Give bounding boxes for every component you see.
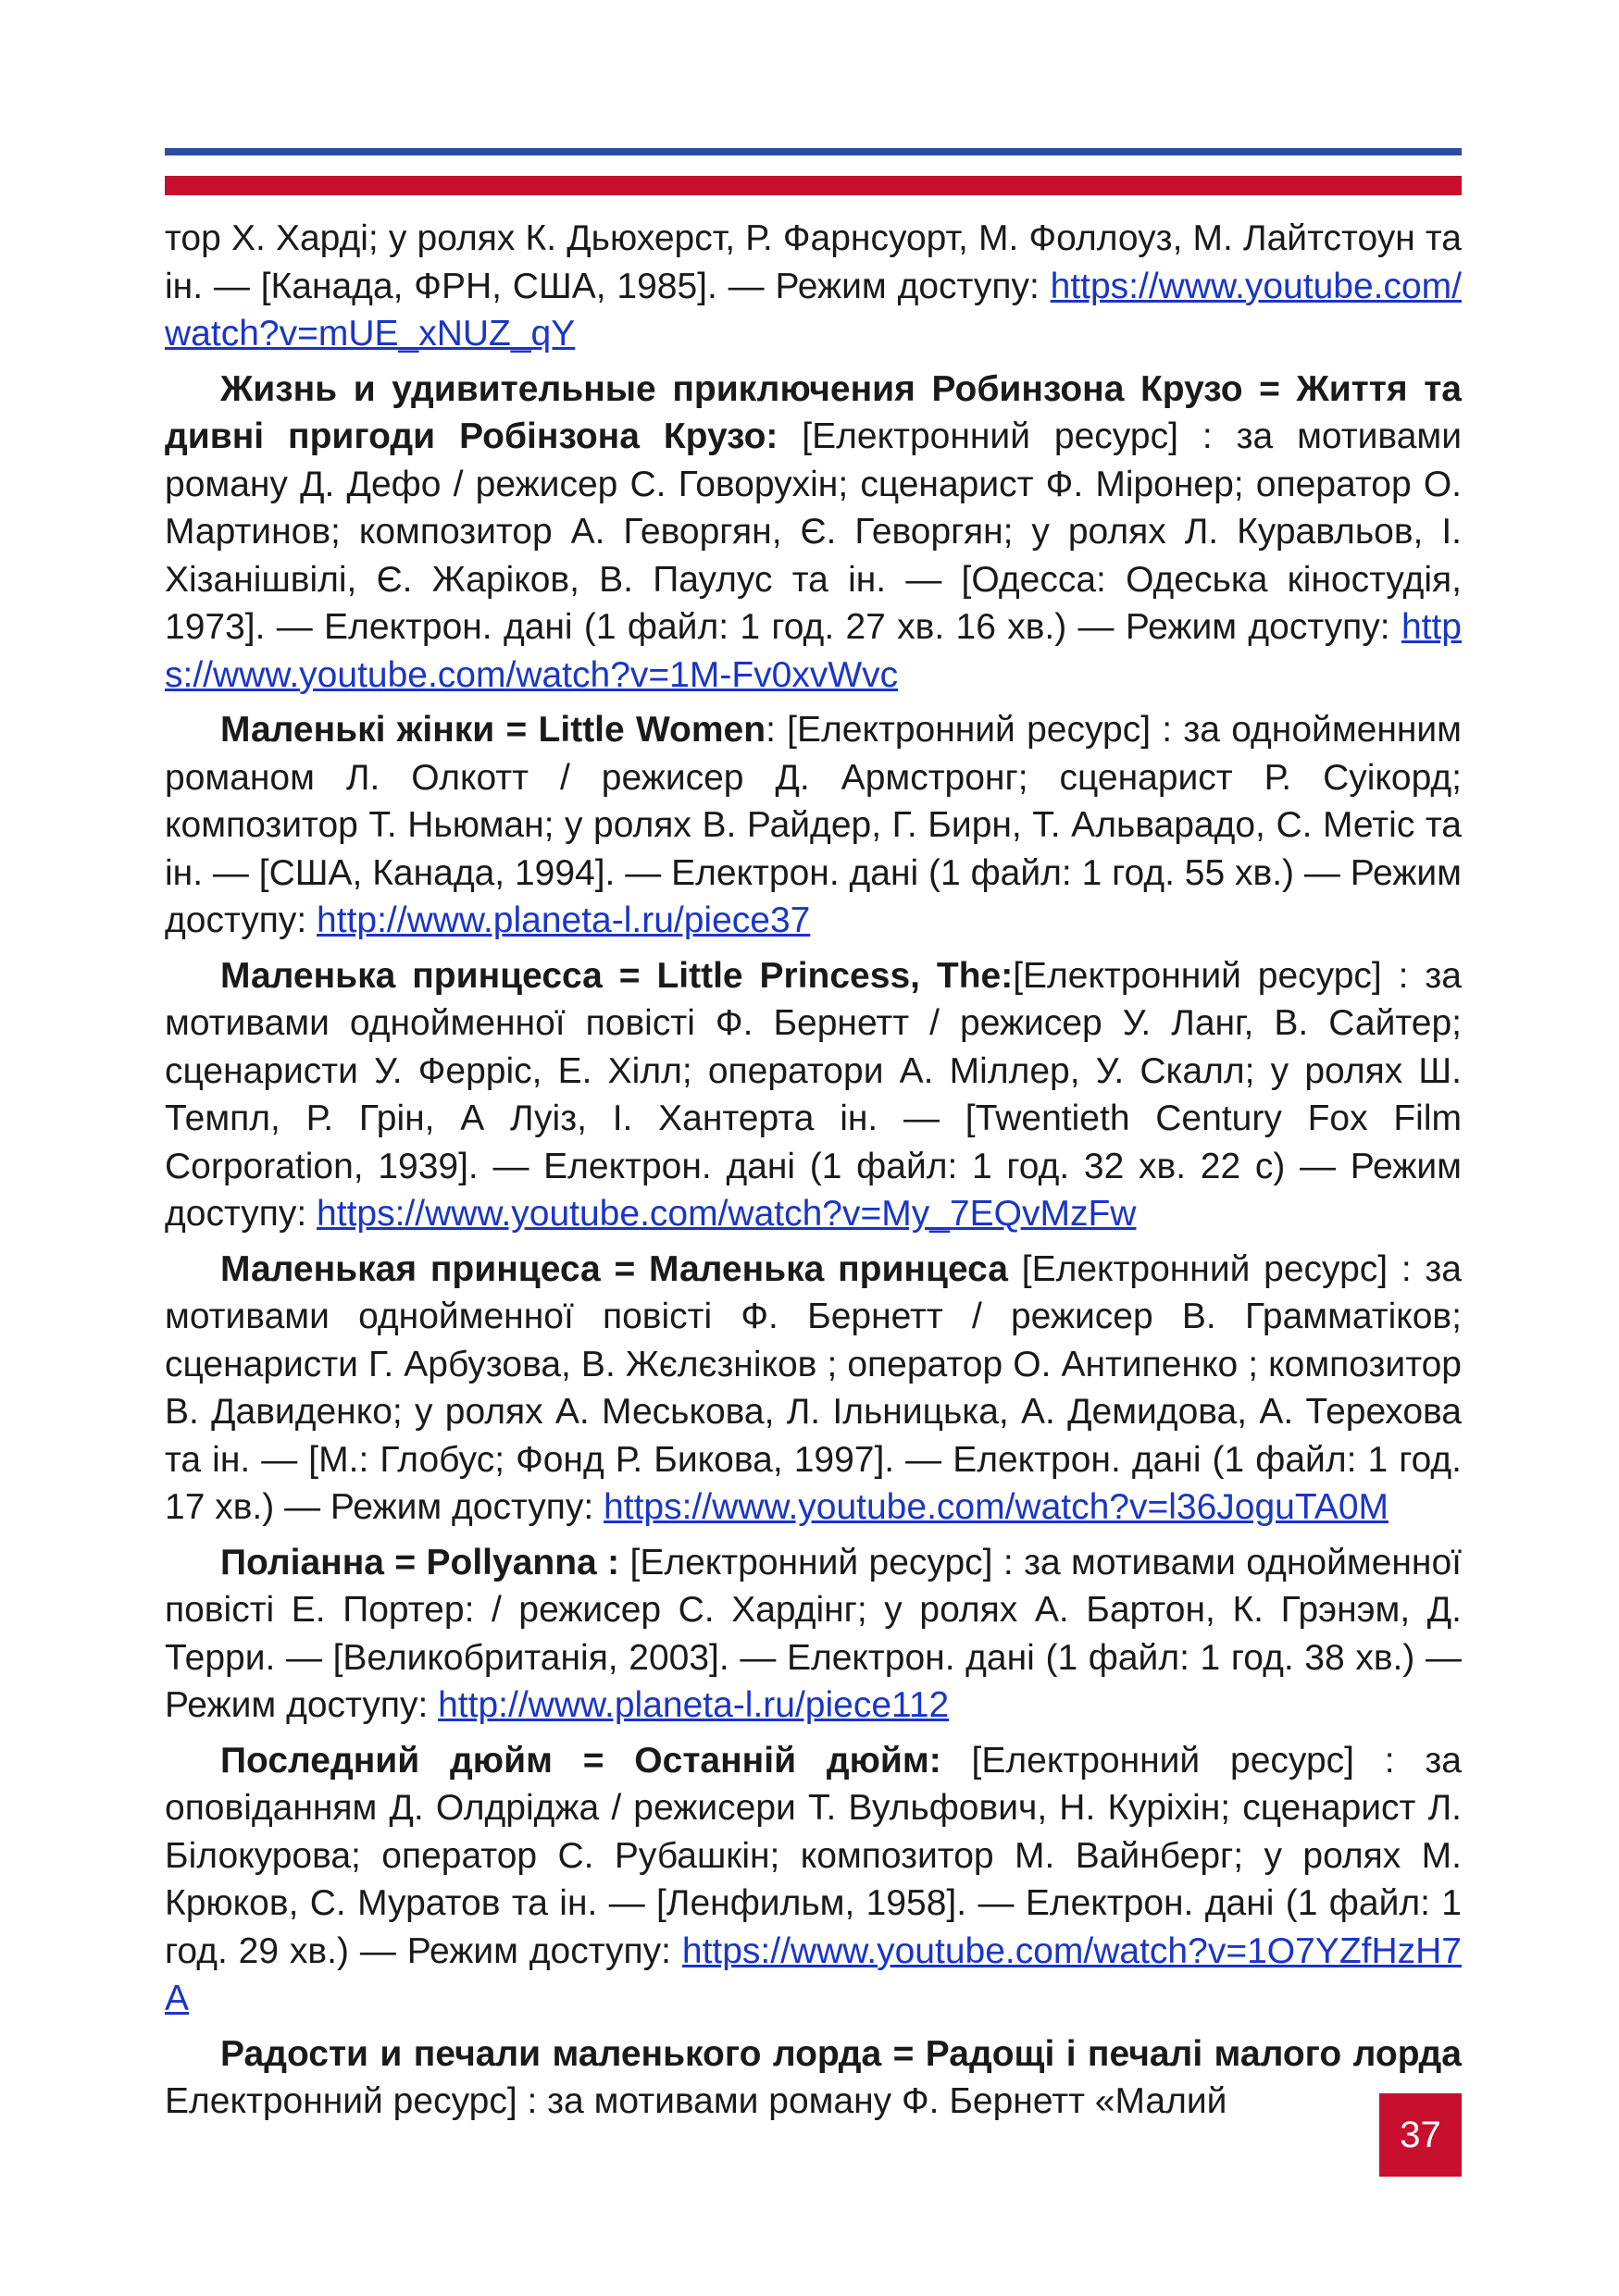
entry-link[interactable]: https://www.youtube.com/watch?v=1M-Fv0xvWvc	[165, 607, 1462, 695]
entry-text: тор Х. Харді; у ролях К. Дьюхерст, Р. Фарнсуорт, М. Фоллоуз, М. Лайтстоун та ін. — [Канада, ФРН, США, 1985]. — Режим доступу:	[165, 218, 1462, 306]
header-red-stripe	[165, 176, 1462, 195]
bibliography-entry	[165, 1737, 1462, 2023]
header-blue-stripe	[165, 148, 1462, 155]
entry-text: [Електронний ресурс] : за мотивами однойменної повісті Е. Портер: / режисер С. Хардінг; у ролях А. Бартон, К. Грэнэм, Д. Терри. — [Великобританія, 2003]. — Електрон. дані (1 файл: 1 год. 38 хв.) — Режим доступу:	[165, 1542, 1462, 1725]
entry-title: Жизнь и удивительные приключения Робинзона Крузо = Життя та дивні пригоди Робінзона Крузо:	[165, 368, 1462, 456]
bibliography-entry	[165, 706, 1462, 945]
page-number-badge: 37	[1379, 2093, 1462, 2177]
bibliography-entry	[165, 366, 1462, 700]
entry-link[interactable]: http://www.planeta-l.ru/piece112	[438, 1685, 950, 1725]
entry-text: : [Електронний ресурс] : за однойменним романом Л. Олкотт / режисер Д. Армстронг; сценарист Р. Суікорд; композитор Т. Ньюман; у ролях В. Райдер, Г. Бирн, Т. Альварадо, С. Метіс та ін. — [США, Канада, 1994]. — Електрон. дані (1 файл: 1 год. 55 хв.) — Режим доступу:	[165, 710, 1462, 940]
entry-title: Маленькая принцеса = Маленька принцеса	[220, 1248, 1008, 1289]
entry-text: [Електронний ресурс] : за мотивами однойменної повісті Ф. Бернетт / режисер У. Ланг, В. Сайтер; сценаристи У. Ферріс, Е. Хілл; оператори А. Міллер, У. Скалл; у ролях Ш. Темпл, Р. Грін, А Луіз, І. Хантерта ін. — [Twentieth Century Fox Film Corporation, 1939]. — Електрон. дані (1 файл: 1 год. 32 хв. 22 с) — Режим доступу:	[165, 955, 1462, 1234]
entry-title: Поліанна = Pollyanna :	[220, 1542, 620, 1582]
entry-title: Радости и печали маленького лорда = Радощі і печалі малого лорда	[220, 2033, 1462, 2074]
entry-title: Последний дюйм = Останній дюйм:	[220, 1740, 941, 1781]
entry-text: Електронний ресурс] : за мотивами роману Ф. Бернетт «Малий	[165, 2081, 1227, 2121]
entry-text: [Електронний ресурс] : за мотивами роману Д. Дефо / режисер С. Говорухін; сценарист Ф. Міронер; оператор О. Мартинов; композитор А. Геворгян, Є. Геворгян; у ролях Л. Куравльов, І. Хізанішвілі, Є. Жаріков, В. Паулус та ін. — [Одесса: Одеська кіностудія, 1973]. — Електрон. дані (1 файл: 1 год. 27 хв. 16 хв.) — Режим доступу:	[165, 416, 1462, 647]
bibliography-entry	[165, 215, 1462, 358]
entry-link[interactable]: https://www.youtube.com/watch?v=1O7YZfHzH7A	[165, 1930, 1462, 2018]
bibliography-entry	[165, 952, 1462, 1238]
bibliography-entry	[165, 1246, 1462, 1532]
entry-link[interactable]: https://www.youtube.com/watch?v=My_7EQvMzFw	[317, 1194, 1137, 1234]
entry-link[interactable]: http://www.planeta-l.ru/piece37	[317, 900, 811, 940]
entry-title: Маленькі жінки = Little Women	[220, 710, 766, 750]
entry-title: Маленька принцесса = Little Princess, The:	[220, 955, 1014, 996]
entry-text: [Електронний ресурс] : за мотивами однойменної повісті Ф. Бернетт / режисер В. Грамматіков; сценаристи Г. Арбузова, В. Жєлєзніков ; оператор О. Антипенко ; композитор В. Давиденко; у ролях А. Меськова, Л. Ільницька, А. Демидова, А. Терехова та ін. — [М.: Глобус; Фонд Р. Бикова, 1997]. — Електрон. дані (1 файл: 1 год. 17 хв.) — Режим доступу:	[165, 1248, 1462, 1527]
bibliography-list	[165, 215, 1462, 2133]
bibliography-entry	[165, 2030, 1462, 2126]
entry-link[interactable]: https://www.youtube.com/watch?v=mUE_xNUZ_qY	[165, 266, 1462, 354]
entry-text: [Електронний ресурс] : за оповіданням Д. Олдріджа / режисери Т. Вульфович, Н. Куріхін; сценарист Л. Білокурова; оператор С. Рубашкін; композитор М. Вайнберг; у ролях М. Крюков, С. Муратов та ін. — [Ленфильм, 1958]. — Електрон. дані (1 файл: 1 год. 29 хв.) — Режим доступу:	[165, 1740, 1462, 1971]
entry-link[interactable]: https://www.youtube.com/watch?v=l36JoguTA0M	[604, 1487, 1389, 1527]
bibliography-entry	[165, 1539, 1462, 1730]
